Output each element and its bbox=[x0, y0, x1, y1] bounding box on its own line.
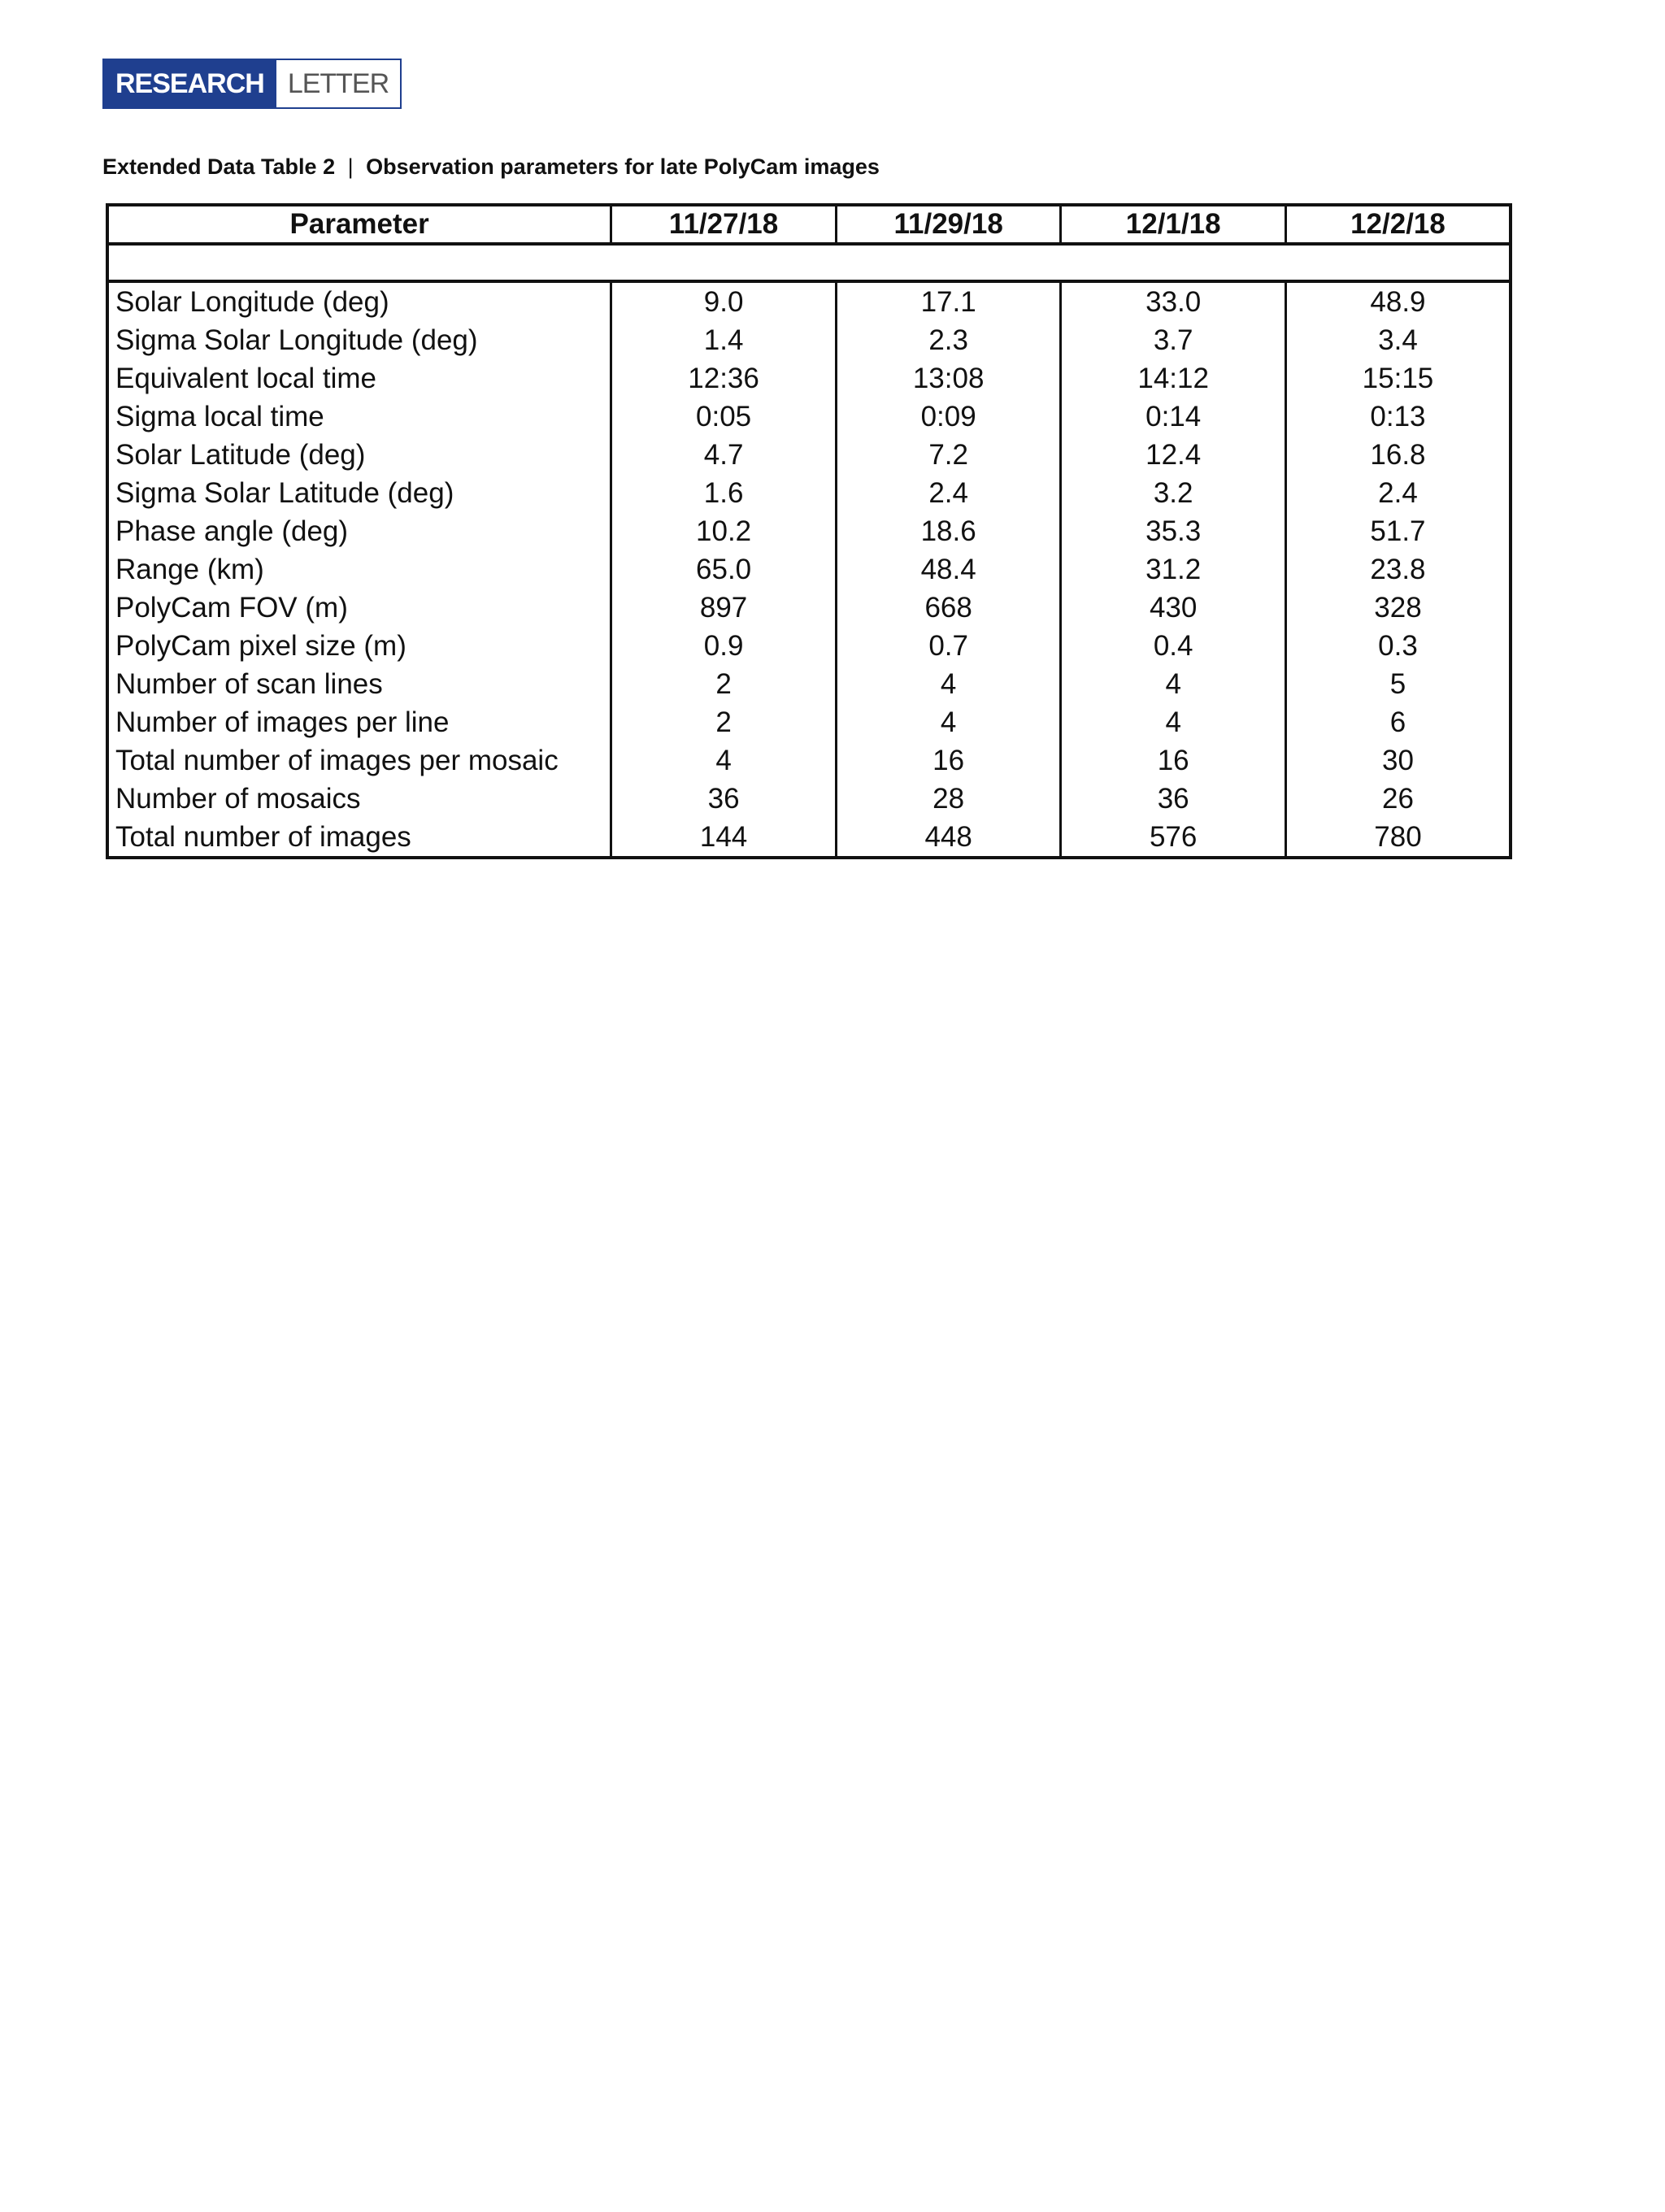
table-row bbox=[107, 398, 1511, 436]
value-cell: 18.6 bbox=[836, 512, 1061, 550]
value-cell: 0:05 bbox=[611, 398, 837, 436]
parameter-name-cell: PolyCam FOV (m) bbox=[115, 591, 348, 624]
parameter-name-cell: Total number of images per mosaic bbox=[115, 744, 559, 776]
parameter-name-cell: Total number of images bbox=[115, 820, 411, 853]
value-cell: 28 bbox=[836, 780, 1061, 818]
value-cell: 16.8 bbox=[1285, 436, 1511, 474]
parameter-name-cell: Sigma Solar Latitude (deg) bbox=[115, 476, 454, 509]
table-row bbox=[107, 321, 1511, 359]
table-row bbox=[107, 703, 1511, 741]
badge-secondary: LETTER bbox=[276, 60, 400, 107]
value-cell: 897 bbox=[611, 589, 837, 627]
value-cell: 26 bbox=[1285, 780, 1511, 818]
value-cell: 0:14 bbox=[1061, 398, 1286, 436]
value-cell: 448 bbox=[836, 818, 1061, 858]
value-cell: 9.0 bbox=[611, 281, 837, 321]
table-spacer-row bbox=[107, 244, 1511, 281]
caption-separator: | bbox=[347, 154, 354, 179]
value-cell: 65.0 bbox=[611, 550, 837, 589]
value-cell: 31.2 bbox=[1061, 550, 1286, 589]
spacer-cell bbox=[107, 244, 1511, 281]
table-row bbox=[107, 589, 1511, 627]
parameter-name-cell: Number of images per line bbox=[115, 706, 450, 738]
parameter-name-cell: Number of mosaics bbox=[115, 782, 361, 815]
value-cell: 2 bbox=[611, 703, 837, 741]
value-cell: 780 bbox=[1285, 818, 1511, 858]
table-row bbox=[107, 359, 1511, 398]
value-cell: 3.4 bbox=[1285, 321, 1511, 359]
value-cell: 3.2 bbox=[1061, 474, 1286, 512]
value-cell: 1.4 bbox=[611, 321, 837, 359]
value-cell: 12:36 bbox=[611, 359, 837, 398]
table-row bbox=[107, 512, 1511, 550]
value-cell: 15:15 bbox=[1285, 359, 1511, 398]
parameter-name-cell: Equivalent local time bbox=[115, 362, 376, 394]
value-cell: 4 bbox=[1061, 703, 1286, 741]
value-cell: 1.6 bbox=[611, 474, 837, 512]
table-row bbox=[107, 281, 1511, 321]
value-cell: 5 bbox=[1285, 665, 1511, 703]
header-date-1: 11/27/18 bbox=[611, 205, 837, 244]
value-cell: 10.2 bbox=[611, 512, 837, 550]
caption-title: Observation parameters for late PolyCam images bbox=[366, 154, 880, 179]
header-date-2: 11/29/18 bbox=[836, 205, 1061, 244]
value-cell: 2.4 bbox=[836, 474, 1061, 512]
value-cell: 23.8 bbox=[1285, 550, 1511, 589]
value-cell: 0.3 bbox=[1285, 627, 1511, 665]
value-cell: 2 bbox=[611, 665, 837, 703]
parameter-name-cell: Sigma local time bbox=[115, 400, 324, 432]
value-cell: 0.4 bbox=[1061, 627, 1286, 665]
header-parameter: Parameter bbox=[107, 205, 611, 244]
value-cell: 0:09 bbox=[836, 398, 1061, 436]
badge-primary: RESEARCH bbox=[104, 60, 276, 107]
value-cell: 144 bbox=[611, 818, 837, 858]
header-date-3: 12/1/18 bbox=[1061, 205, 1286, 244]
value-cell: 13:08 bbox=[836, 359, 1061, 398]
value-cell: 0:13 bbox=[1285, 398, 1511, 436]
table-row bbox=[107, 818, 1511, 858]
value-cell: 2.3 bbox=[836, 321, 1061, 359]
table-header-row bbox=[107, 205, 1511, 244]
table-row bbox=[107, 550, 1511, 589]
observation-parameters-table bbox=[106, 203, 1512, 859]
table-row bbox=[107, 741, 1511, 780]
value-cell: 3.7 bbox=[1061, 321, 1286, 359]
value-cell: 668 bbox=[836, 589, 1061, 627]
value-cell: 16 bbox=[1061, 741, 1286, 780]
table-row bbox=[107, 474, 1511, 512]
table-row bbox=[107, 780, 1511, 818]
table-caption bbox=[102, 154, 880, 180]
table-row bbox=[107, 665, 1511, 703]
value-cell: 36 bbox=[611, 780, 837, 818]
value-cell: 51.7 bbox=[1285, 512, 1511, 550]
value-cell: 4 bbox=[1061, 665, 1286, 703]
value-cell: 36 bbox=[1061, 780, 1286, 818]
value-cell: 30 bbox=[1285, 741, 1511, 780]
value-cell: 6 bbox=[1285, 703, 1511, 741]
value-cell: 328 bbox=[1285, 589, 1511, 627]
value-cell: 48.4 bbox=[836, 550, 1061, 589]
value-cell: 35.3 bbox=[1061, 512, 1286, 550]
value-cell: 4 bbox=[611, 741, 837, 780]
parameter-name-cell: Solar Longitude (deg) bbox=[115, 285, 389, 318]
parameter-name-cell: PolyCam pixel size (m) bbox=[115, 629, 406, 662]
table-row bbox=[107, 627, 1511, 665]
value-cell: 576 bbox=[1061, 818, 1286, 858]
value-cell: 14:12 bbox=[1061, 359, 1286, 398]
caption-label: Extended Data Table 2 bbox=[102, 154, 336, 179]
parameter-name-cell: Sigma Solar Longitude (deg) bbox=[115, 324, 478, 356]
value-cell: 4.7 bbox=[611, 436, 837, 474]
value-cell: 7.2 bbox=[836, 436, 1061, 474]
parameter-name-cell: Number of scan lines bbox=[115, 667, 383, 700]
value-cell: 48.9 bbox=[1285, 281, 1511, 321]
value-cell: 2.4 bbox=[1285, 474, 1511, 512]
value-cell: 4 bbox=[836, 703, 1061, 741]
value-cell: 17.1 bbox=[836, 281, 1061, 321]
value-cell: 33.0 bbox=[1061, 281, 1286, 321]
value-cell: 12.4 bbox=[1061, 436, 1286, 474]
value-cell: 4 bbox=[836, 665, 1061, 703]
header-date-4: 12/2/18 bbox=[1285, 205, 1511, 244]
value-cell: 0.9 bbox=[611, 627, 837, 665]
table-row bbox=[107, 436, 1511, 474]
parameter-name-cell: Range (km) bbox=[115, 553, 264, 585]
value-cell: 16 bbox=[836, 741, 1061, 780]
parameter-name-cell: Solar Latitude (deg) bbox=[115, 438, 366, 471]
parameter-name-cell: Phase angle (deg) bbox=[115, 515, 349, 547]
research-letter-badge bbox=[102, 59, 402, 109]
value-cell: 0.7 bbox=[836, 627, 1061, 665]
value-cell: 430 bbox=[1061, 589, 1286, 627]
